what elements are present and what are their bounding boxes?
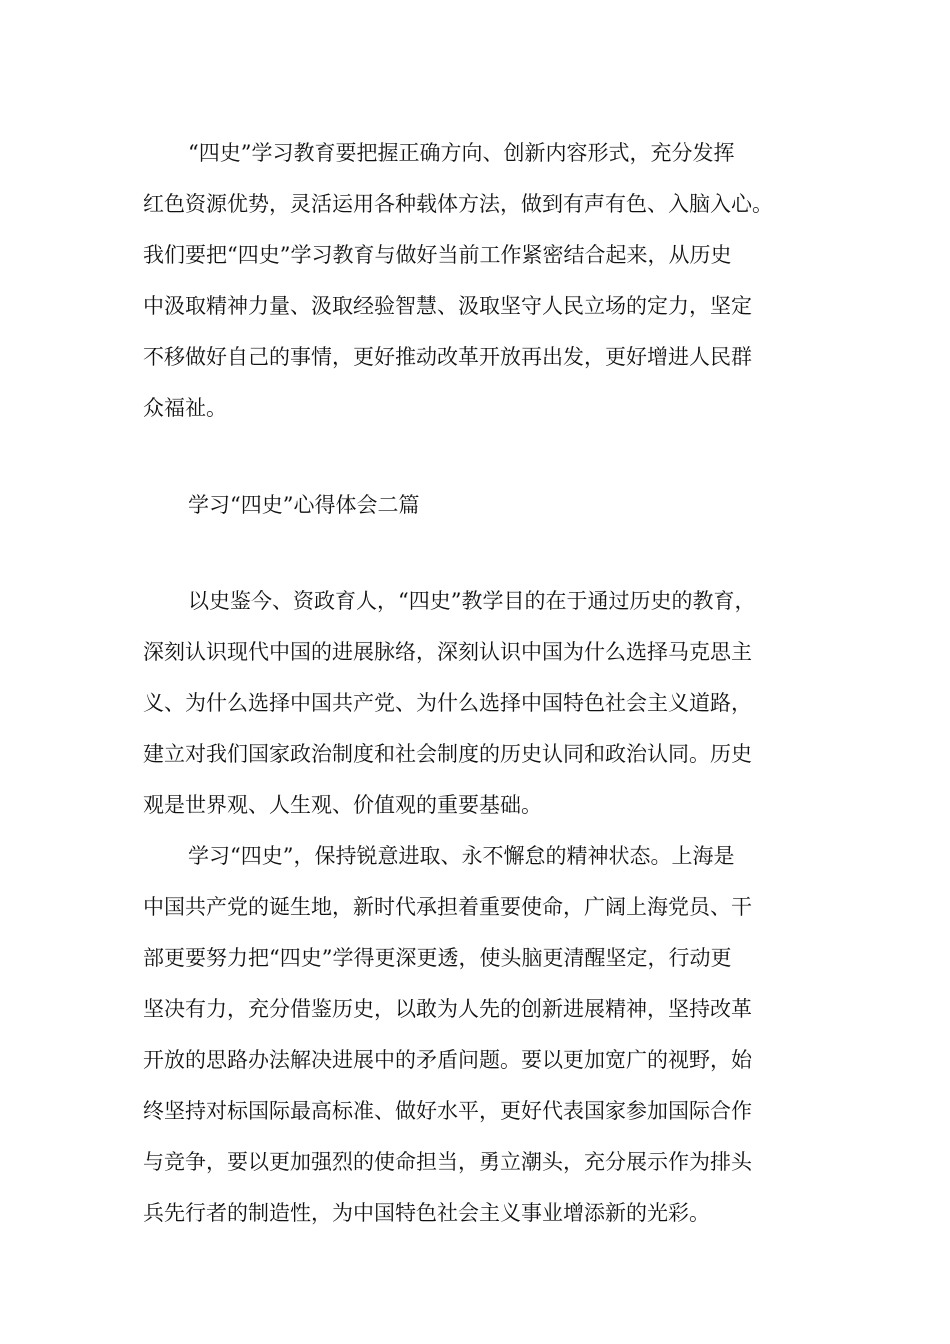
- text-line: 观是世界观、人生观、价值观的重要基础。: [143, 793, 542, 817]
- text-line: 部更要努力把“四史”学得更深更透，使头脑更清醒坚定，行动更: [143, 946, 732, 970]
- text-line: 以史鉴今、资政育人，“四史”教学目的在于通过历史的教育，: [188, 589, 756, 613]
- text-line: 兵先行者的制造性，为中国特色社会主义事业增添新的光彩。: [143, 1201, 710, 1225]
- section-heading: [143, 480, 808, 531]
- text-line: 开放的思路办法解决进展中的矛盾问题。要以更加宽广的视野，始: [143, 1048, 752, 1072]
- text-line: 建立对我们国家政治制度和社会制度的历史认同和政治认同。历史: [143, 742, 752, 766]
- text-line: 义、为什么选择中国共产党、为什么选择中国特色社会主义道路，: [143, 691, 752, 715]
- text-line: 中汲取精神力量、汲取经验智慧、汲取坚守人民立场的定力，坚定: [143, 294, 752, 318]
- text-line: 不移做好自己的事情，更好推动改革开放再出发，更好增进人民群: [143, 345, 752, 369]
- text-line: 我们要把“四史”学习教育与做好当前工作紧密结合起来，从历史: [143, 243, 732, 267]
- paragraph-3: [143, 831, 808, 1239]
- paragraph-2: [143, 576, 808, 831]
- paragraph-1: [143, 128, 808, 434]
- section-heading-text: 学习“四史”心得体会二篇: [188, 493, 420, 517]
- text-line: 坚决有力，充分借鉴历史，以敢为人先的创新进展精神，坚持改革: [143, 997, 752, 1021]
- text-line: 众福祉。: [143, 396, 227, 420]
- text-line: 中国共产党的诞生地，新时代承担着重要使命，广阔上海党员、干: [143, 895, 752, 919]
- text-line: 终坚持对标国际最高标准、做好水平，更好代表国家参加国际合作: [143, 1099, 752, 1123]
- text-line: 红色资源优势，灵活运用各种载体方法，做到有声有色、入脑入心。: [143, 192, 773, 216]
- text-line: 深刻认识现代中国的进展脉络，深刻认识中国为什么选择马克思主: [143, 640, 752, 664]
- document-body: [143, 128, 808, 1239]
- text-line: 与竞争，要以更加强烈的使命担当，勇立潮头，充分展示作为排头: [143, 1150, 752, 1174]
- text-line: “四史”学习教育要把握正确方向、创新内容形式，充分发挥: [188, 141, 735, 165]
- text-line: 学习“四史”，保持锐意进取、永不懈怠的精神状态。上海是: [188, 844, 735, 868]
